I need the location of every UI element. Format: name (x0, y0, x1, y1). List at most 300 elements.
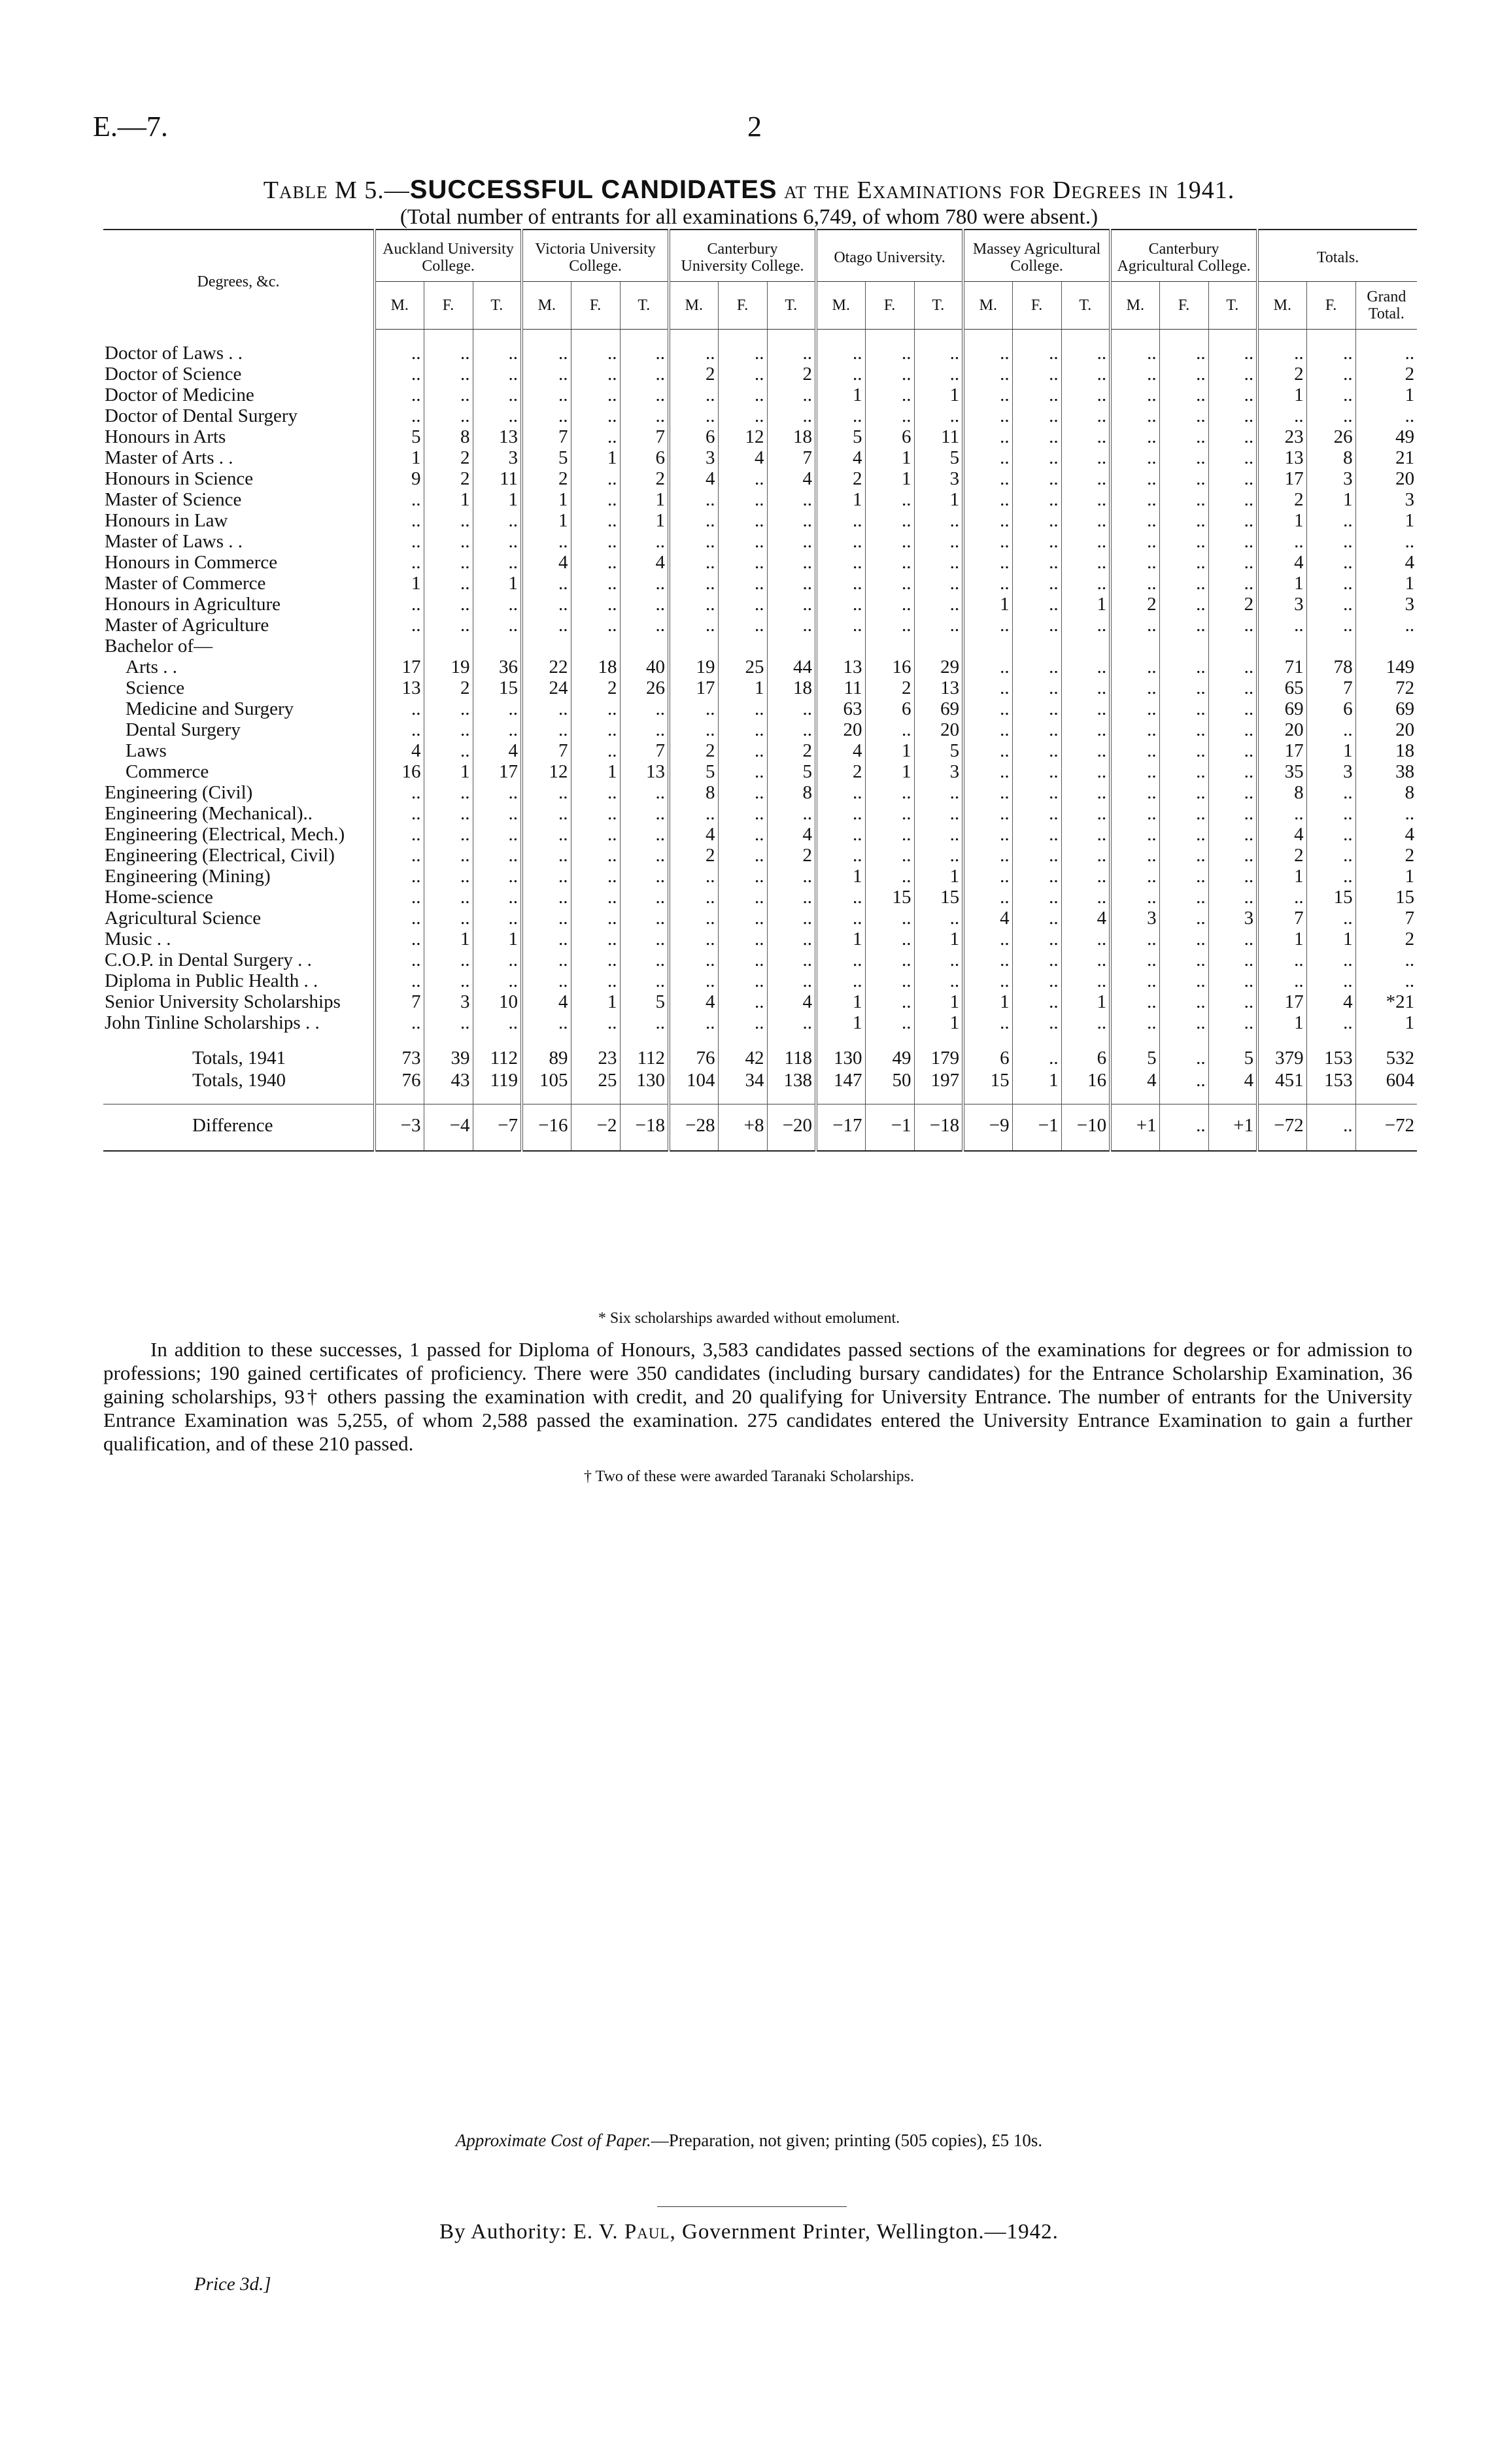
value-cell (571, 636, 620, 657)
value-cell: .. (1159, 405, 1208, 426)
value-cell: .. (963, 468, 1012, 489)
value-cell: .. (963, 698, 1012, 719)
value-cell: .. (1012, 385, 1061, 405)
sub-column-header: F. (865, 282, 914, 330)
value-cell: .. (1208, 782, 1257, 803)
value-cell: 5 (1208, 1046, 1257, 1069)
value-cell: .. (1110, 615, 1159, 636)
spacer-cell (1355, 1033, 1417, 1046)
value-cell: .. (1061, 698, 1110, 719)
spacer-cell (375, 1033, 424, 1046)
value-cell: 2 (1257, 845, 1306, 866)
value-cell: .. (424, 887, 473, 908)
value-cell: .. (914, 594, 963, 615)
degree-label: Master of Arts . . (105, 447, 233, 468)
spacer-cell (1257, 330, 1306, 343)
value-cell: .. (571, 824, 620, 845)
value-cell: 6 (865, 426, 914, 447)
value-cell: 1 (1012, 1069, 1061, 1091)
sub-column-header: F. (1012, 282, 1061, 330)
spacer-cell (571, 1033, 620, 1046)
value-cell: .. (767, 970, 816, 991)
value-cell: 38 (1355, 761, 1417, 782)
table-row (103, 740, 1417, 761)
value-cell: .. (1159, 510, 1208, 531)
value-cell: .. (865, 824, 914, 845)
value-cell: .. (1208, 426, 1257, 447)
value-cell: 1 (816, 1012, 865, 1033)
value-cell: .. (620, 950, 669, 970)
value-cell: .. (718, 803, 767, 824)
value-cell: 2 (424, 447, 473, 468)
value-cell: .. (1208, 405, 1257, 426)
value-cell: .. (1110, 426, 1159, 447)
value-cell: 69 (1257, 698, 1306, 719)
value-cell: .. (1159, 615, 1208, 636)
value-cell: .. (375, 803, 424, 824)
value-cell: .. (1110, 468, 1159, 489)
value-cell: .. (473, 343, 522, 364)
value-cell: .. (522, 1012, 571, 1033)
value-cell: .. (1012, 782, 1061, 803)
value-cell: .. (669, 405, 718, 426)
degrees-column-header: Degrees, &c. (103, 230, 375, 330)
value-cell: 1 (1257, 866, 1306, 887)
value-cell: .. (571, 719, 620, 740)
value-cell: 147 (816, 1069, 865, 1091)
value-cell: 1 (963, 991, 1012, 1012)
value-cell: .. (375, 719, 424, 740)
value-cell: 3 (1306, 761, 1355, 782)
value-cell: .. (1012, 970, 1061, 991)
spacer-cell (718, 1091, 767, 1104)
value-cell: −16 (522, 1104, 571, 1139)
value-cell: .. (963, 405, 1012, 426)
value-cell: .. (1306, 824, 1355, 845)
value-cell: 1 (865, 761, 914, 782)
value-cell: 4 (963, 908, 1012, 929)
value-cell: .. (1012, 866, 1061, 887)
sub-column-header: M. (1110, 282, 1159, 330)
degree-label: Master of Laws . . (105, 531, 243, 552)
value-cell: .. (718, 489, 767, 510)
title-prefix: Table M 5.— (263, 177, 410, 204)
value-cell: 1 (1355, 573, 1417, 594)
value-cell: .. (571, 845, 620, 866)
spacer-cell (963, 1138, 1012, 1151)
value-cell: .. (424, 740, 473, 761)
value-cell: .. (522, 405, 571, 426)
value-cell: 1 (1257, 1012, 1306, 1033)
value-cell: 2 (1355, 929, 1417, 950)
sub-column-header: T. (914, 282, 963, 330)
value-cell: .. (1061, 426, 1110, 447)
value-cell: .. (963, 761, 1012, 782)
value-cell: 2 (1110, 594, 1159, 615)
authority-suffix: , Government Printer, Wellington.—1942. (670, 2220, 1059, 2244)
value-cell: .. (816, 908, 865, 929)
value-cell: .. (571, 887, 620, 908)
value-cell: .. (522, 343, 571, 364)
value-cell: .. (1012, 845, 1061, 866)
value-cell: .. (1208, 929, 1257, 950)
value-cell: .. (375, 782, 424, 803)
spacer-cell (767, 1138, 816, 1151)
table-row (103, 761, 1417, 782)
value-cell: .. (424, 866, 473, 887)
value-cell: .. (1306, 803, 1355, 824)
sub-column-header: T. (1208, 282, 1257, 330)
value-cell: .. (1012, 803, 1061, 824)
value-cell: 4 (767, 991, 816, 1012)
value-cell: .. (914, 782, 963, 803)
value-cell: 197 (914, 1069, 963, 1091)
value-cell: 2 (1257, 364, 1306, 385)
spacer-cell (1306, 1138, 1355, 1151)
results-table (103, 229, 1417, 1152)
value-cell: .. (718, 824, 767, 845)
spacer-cell (963, 330, 1012, 343)
value-cell: .. (1159, 719, 1208, 740)
value-cell: .. (620, 929, 669, 950)
value-cell: .. (424, 719, 473, 740)
value-cell: .. (522, 573, 571, 594)
value-cell: 1 (424, 489, 473, 510)
degree-label: Engineering (Mechanical).. (105, 803, 313, 824)
degree-label: Senior University Scholarships (105, 991, 341, 1012)
value-cell: 19 (669, 657, 718, 677)
spacer-cell (914, 1091, 963, 1104)
value-cell: .. (718, 845, 767, 866)
value-cell: .. (1061, 845, 1110, 866)
degree-label: Totals, 1941 (192, 1048, 286, 1069)
value-cell: 1 (1257, 510, 1306, 531)
value-cell (669, 636, 718, 657)
value-cell: .. (473, 970, 522, 991)
value-cell: .. (375, 343, 424, 364)
value-cell: 6 (865, 698, 914, 719)
value-cell: .. (865, 950, 914, 970)
value-cell: −1 (865, 1104, 914, 1139)
value-cell: .. (1061, 489, 1110, 510)
value-cell: .. (1208, 615, 1257, 636)
spacer-cell (620, 1033, 669, 1046)
degree-label: Diploma in Public Health . . (105, 970, 318, 991)
value-cell: .. (1257, 531, 1306, 552)
value-cell: −18 (914, 1104, 963, 1139)
spacer-cell (1012, 1091, 1061, 1104)
value-cell: .. (963, 364, 1012, 385)
value-cell: .. (718, 510, 767, 531)
value-cell: 18 (571, 657, 620, 677)
value-cell: .. (1208, 447, 1257, 468)
value-cell: 130 (620, 1069, 669, 1091)
value-cell: 6 (620, 447, 669, 468)
value-cell: 1 (424, 929, 473, 950)
value-cell: .. (963, 887, 1012, 908)
value-cell: .. (1110, 970, 1159, 991)
value-cell: .. (424, 782, 473, 803)
spacer-cell (1257, 1033, 1306, 1046)
spacer-cell (865, 1091, 914, 1104)
value-cell: .. (1012, 887, 1061, 908)
value-cell: .. (669, 385, 718, 405)
value-cell: 18 (1355, 740, 1417, 761)
value-cell: .. (767, 385, 816, 405)
value-cell: .. (620, 845, 669, 866)
value-cell (1061, 636, 1110, 657)
sub-column-header: M. (963, 282, 1012, 330)
value-cell: 72 (1355, 677, 1417, 698)
value-cell: .. (1110, 866, 1159, 887)
value-cell: .. (914, 845, 963, 866)
value-cell: .. (620, 866, 669, 887)
value-cell: 1 (914, 385, 963, 405)
spacer-cell (816, 1138, 865, 1151)
table-row (103, 677, 1417, 698)
value-cell: .. (816, 405, 865, 426)
value-cell: 1 (1306, 929, 1355, 950)
spacer-cell (718, 1033, 767, 1046)
value-cell: .. (1110, 929, 1159, 950)
value-cell: .. (1159, 929, 1208, 950)
value-cell: .. (473, 698, 522, 719)
value-cell: .. (1306, 531, 1355, 552)
value-cell: .. (1208, 719, 1257, 740)
value-cell: .. (767, 1012, 816, 1033)
value-cell: .. (718, 970, 767, 991)
table-row (103, 447, 1417, 468)
value-cell: .. (1061, 761, 1110, 782)
sub-column-header: F. (1306, 282, 1355, 330)
value-cell: .. (1208, 824, 1257, 845)
cost-label: Approximate Cost of Paper. (455, 2130, 651, 2150)
value-cell: 20 (816, 719, 865, 740)
value-cell: 4 (522, 552, 571, 573)
value-cell: 65 (1257, 677, 1306, 698)
value-cell: .. (1306, 1104, 1355, 1139)
value-cell: .. (1012, 426, 1061, 447)
spacer-cell (669, 1138, 718, 1151)
sub-column-header: T. (620, 282, 669, 330)
value-cell: .. (669, 510, 718, 531)
value-cell: .. (865, 343, 914, 364)
value-cell: 17 (473, 761, 522, 782)
table-row (103, 573, 1417, 594)
value-cell: 1 (1257, 929, 1306, 950)
value-cell: .. (1355, 405, 1417, 426)
value-cell: .. (963, 489, 1012, 510)
value-cell: .. (669, 531, 718, 552)
value-cell: 5 (767, 761, 816, 782)
value-cell: 2 (767, 364, 816, 385)
value-cell: .. (571, 950, 620, 970)
value-cell: .. (424, 531, 473, 552)
value-cell: .. (522, 531, 571, 552)
value-cell: .. (473, 552, 522, 573)
totals-row (103, 1069, 1417, 1091)
value-cell: .. (718, 531, 767, 552)
value-cell: .. (914, 615, 963, 636)
value-cell: .. (473, 1012, 522, 1033)
value-cell: .. (424, 803, 473, 824)
value-cell: .. (1159, 698, 1208, 719)
value-cell: .. (571, 489, 620, 510)
value-cell: .. (375, 970, 424, 991)
value-cell: .. (718, 908, 767, 929)
value-cell: .. (620, 615, 669, 636)
value-cell: .. (767, 887, 816, 908)
value-cell: .. (571, 698, 620, 719)
value-cell: .. (1306, 908, 1355, 929)
spacer-cell (816, 330, 865, 343)
value-cell: 19 (424, 657, 473, 677)
value-cell (1159, 636, 1208, 657)
table-row (103, 950, 1417, 970)
value-cell: .. (1061, 866, 1110, 887)
value-cell: 4 (1355, 824, 1417, 845)
value-cell: .. (718, 1012, 767, 1033)
value-cell: .. (620, 887, 669, 908)
value-cell: .. (963, 929, 1012, 950)
value-cell: .. (620, 385, 669, 405)
value-cell: .. (473, 782, 522, 803)
value-cell: 7 (522, 426, 571, 447)
value-cell: .. (669, 908, 718, 929)
value-cell: .. (1110, 405, 1159, 426)
spacer-cell (1110, 1033, 1159, 1046)
value-cell: .. (571, 531, 620, 552)
value-cell: .. (1012, 991, 1061, 1012)
value-cell (718, 636, 767, 657)
value-cell: .. (1012, 531, 1061, 552)
value-cell: .. (620, 824, 669, 845)
table-row (103, 489, 1417, 510)
value-cell: 138 (767, 1069, 816, 1091)
value-cell: 1 (914, 866, 963, 887)
value-cell: .. (1208, 343, 1257, 364)
value-cell: 4 (522, 991, 571, 1012)
table-row (103, 866, 1417, 887)
value-cell: 8 (767, 782, 816, 803)
value-cell: .. (963, 385, 1012, 405)
value-cell: 3 (1355, 489, 1417, 510)
value-cell: .. (1012, 657, 1061, 677)
value-cell: .. (718, 573, 767, 594)
value-cell: .. (571, 510, 620, 531)
value-cell: 78 (1306, 657, 1355, 677)
value-cell: .. (1306, 573, 1355, 594)
value-cell: .. (522, 782, 571, 803)
value-cell: 17 (1257, 740, 1306, 761)
value-cell: .. (767, 950, 816, 970)
value-cell: 69 (1355, 698, 1417, 719)
value-cell: 1 (473, 489, 522, 510)
value-cell: 1 (816, 489, 865, 510)
value-cell: 26 (1306, 426, 1355, 447)
value-cell: .. (571, 803, 620, 824)
spacer-cell (914, 1138, 963, 1151)
value-cell: .. (963, 573, 1012, 594)
value-cell: 5 (669, 761, 718, 782)
value-cell: 23 (1257, 426, 1306, 447)
value-cell: .. (1012, 343, 1061, 364)
value-cell: .. (1159, 970, 1208, 991)
value-cell: .. (718, 887, 767, 908)
spacer-cell (620, 1138, 669, 1151)
value-cell: .. (375, 698, 424, 719)
table-row (103, 594, 1417, 615)
value-cell: 8 (669, 782, 718, 803)
value-cell: .. (1355, 970, 1417, 991)
value-cell: 17 (375, 657, 424, 677)
institution-header: Victoria University College. (522, 230, 669, 282)
value-cell: .. (522, 385, 571, 405)
value-cell: 1 (1257, 385, 1306, 405)
table-row (103, 1012, 1417, 1033)
value-cell: 34 (718, 1069, 767, 1091)
title-bold: SUCCESSFUL CANDIDATES (409, 175, 777, 204)
spacer-cell (571, 1091, 620, 1104)
value-cell: .. (865, 1012, 914, 1033)
value-cell: .. (718, 343, 767, 364)
footnote-star: * Six scholarships awarded without emolument. (598, 1310, 900, 1327)
value-cell: .. (1159, 552, 1208, 573)
value-cell: 1 (1061, 594, 1110, 615)
value-cell: .. (963, 343, 1012, 364)
value-cell: 604 (1355, 1069, 1417, 1091)
value-cell: .. (1159, 740, 1208, 761)
value-cell: 2 (816, 761, 865, 782)
value-cell: .. (571, 552, 620, 573)
value-cell: .. (1061, 573, 1110, 594)
value-cell: 5 (914, 447, 963, 468)
degree-label: Arts . . (126, 657, 177, 677)
value-cell: 2 (865, 677, 914, 698)
value-cell: 1 (1355, 1012, 1417, 1033)
sub-column-header: F. (571, 282, 620, 330)
value-cell: .. (1110, 385, 1159, 405)
value-cell: 26 (620, 677, 669, 698)
value-cell: .. (1110, 991, 1159, 1012)
value-cell: .. (767, 405, 816, 426)
value-cell: .. (963, 552, 1012, 573)
value-cell: 5 (375, 426, 424, 447)
value-cell: .. (1061, 385, 1110, 405)
value-cell: .. (1159, 677, 1208, 698)
value-cell: −17 (816, 1104, 865, 1139)
value-cell (375, 636, 424, 657)
institution-header: Massey Agricultural College. (963, 230, 1110, 282)
value-cell: 105 (522, 1069, 571, 1091)
value-cell: .. (669, 1012, 718, 1033)
value-cell: .. (1355, 803, 1417, 824)
value-cell: .. (1061, 468, 1110, 489)
spacer-cell (865, 1138, 914, 1151)
value-cell: .. (620, 698, 669, 719)
value-cell: .. (1110, 552, 1159, 573)
value-cell: 40 (620, 657, 669, 677)
degree-label: Master of Agriculture (105, 615, 269, 636)
spacer-cell (914, 1033, 963, 1046)
value-cell: .. (571, 908, 620, 929)
value-cell: .. (718, 719, 767, 740)
value-cell: 89 (522, 1046, 571, 1069)
value-cell: .. (571, 970, 620, 991)
value-cell: .. (571, 929, 620, 950)
value-cell: 9 (375, 468, 424, 489)
spacer-cell (620, 330, 669, 343)
